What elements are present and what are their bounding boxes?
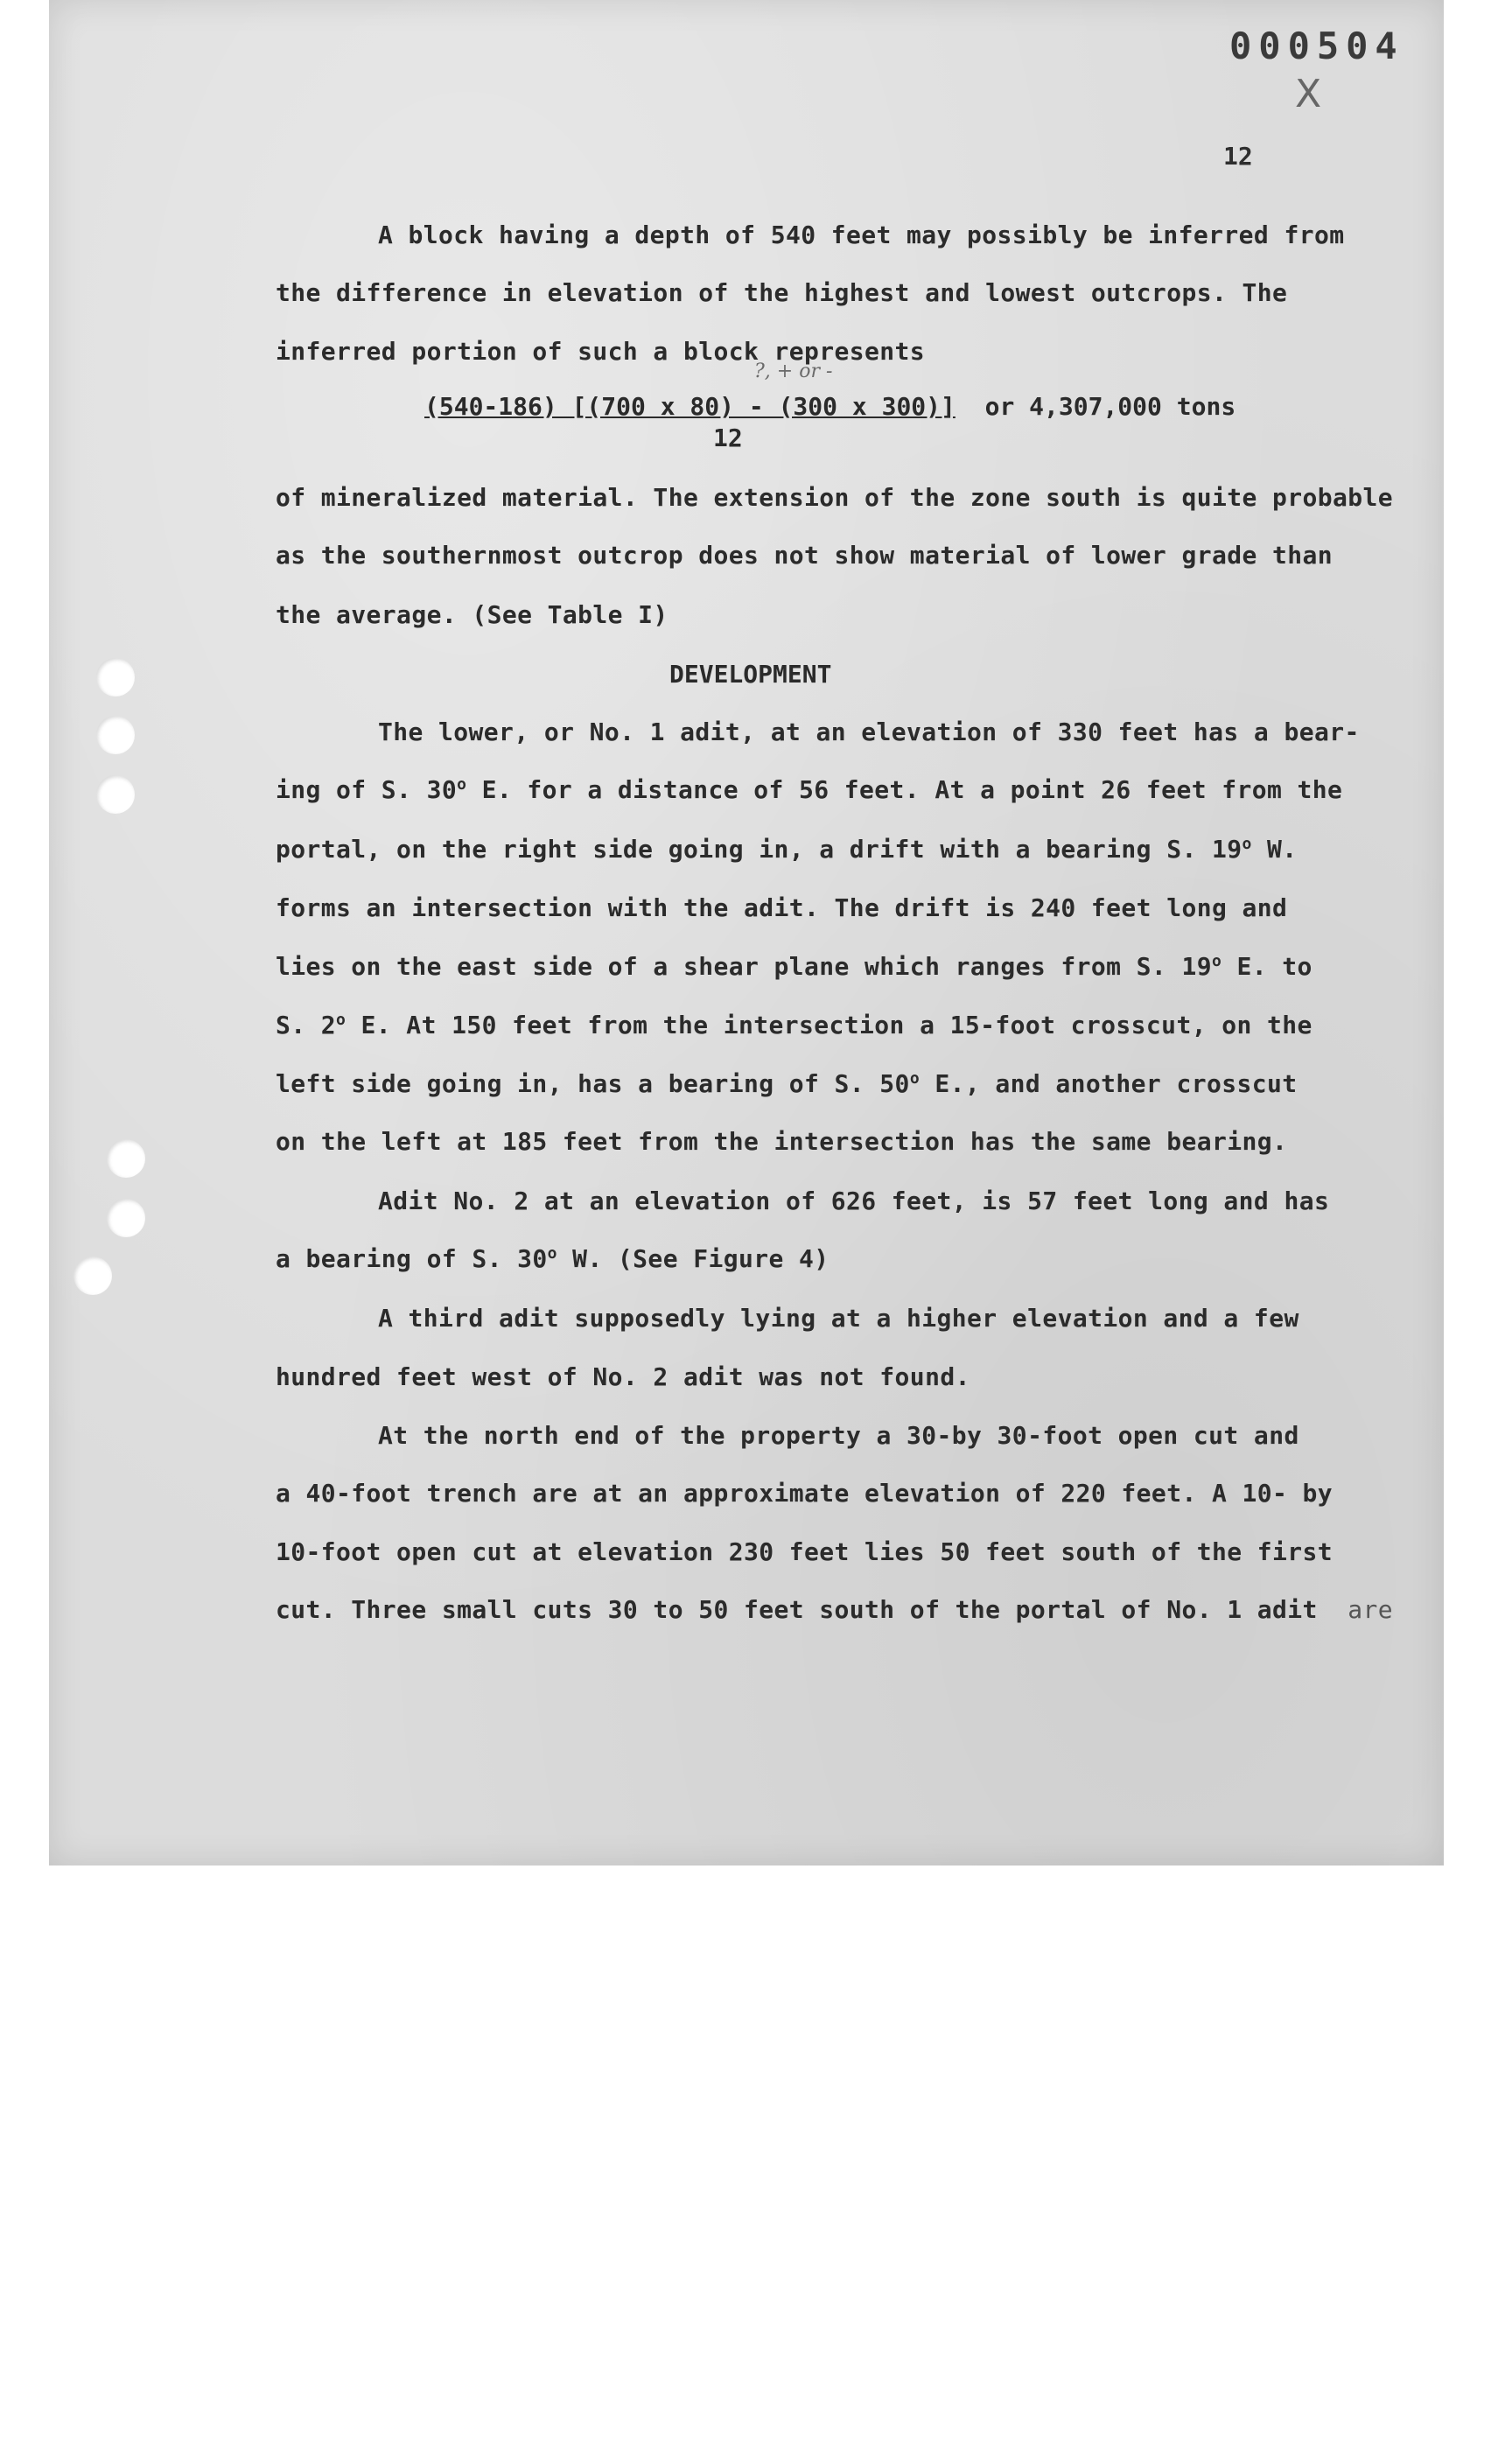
text-line: a bearing of S. 30$^o$ W. (See Figure 4)	[276, 1244, 830, 1273]
text-line: At the north end of the property a 30-by 30-foot open cut and	[378, 1421, 1299, 1450]
text-line: cut. Three small cuts 30 to 50 feet south of the portal of No. 1 adit are	[276, 1595, 1394, 1624]
text-line: inferred portion of such a block represents	[276, 337, 926, 366]
punch-hole	[74, 1256, 112, 1295]
text-line: A third adit supposedly lying at a higher elevation and a few	[378, 1304, 1299, 1333]
text-line: Adit No. 2 at an elevation of 626 feet, is 57 feet long and has	[378, 1186, 1330, 1215]
text-line: S. 2$^o$ E. At 150 feet from the intersection a 15-foot crosscut, on the	[276, 1011, 1312, 1040]
text-line: a 40-foot trench are at an approximate elevation of 220 feet. A 10- by	[276, 1479, 1334, 1508]
section-heading: DEVELOPMENT	[669, 660, 832, 689]
punch-hole	[107, 1139, 145, 1178]
trailing-word: are	[1348, 1595, 1394, 1624]
handwritten-annotation: ?, + or -	[754, 360, 833, 382]
page-number: 12	[1223, 142, 1253, 171]
punch-hole	[107, 1199, 145, 1237]
text-line: the average. (See Table I)	[276, 600, 668, 629]
text-line: ing of S. 30$^o$ E. for a distance of 56 feet. At a point 26 feet from the	[276, 775, 1343, 804]
document-stamp-number: 000504	[1229, 24, 1404, 67]
text-line: of mineralized material. The extension of the zone south is quite probable	[276, 483, 1394, 512]
text-line: 10-foot open cut at elevation 230 feet lies 50 feet south of the first	[276, 1537, 1334, 1566]
punch-hole	[96, 658, 135, 696]
punch-hole	[96, 716, 135, 754]
text-line: The lower, or No. 1 adit, at an elevation of 330 feet has a bear-	[378, 718, 1360, 746]
formula-numerator: (540-186) [(700 x 80) - (300 x 300)]	[424, 392, 956, 421]
punch-hole	[96, 775, 135, 814]
text-line: left side going in, has a bearing of S. 50$^o$ E., and another crosscut	[276, 1069, 1298, 1098]
text-line: forms an intersection with the adit. The drift is 240 feet long and	[276, 893, 1288, 922]
text-line: A block having a depth of 540 feet may possibly be inferred from	[378, 220, 1345, 249]
handwritten-x-mark: X	[1295, 72, 1322, 116]
text-line: lies on the east side of a shear plane which ranges from S. 19$^o$ E. to	[276, 952, 1312, 981]
formula-result: or 4,307,000 tons	[984, 392, 1236, 421]
text-line: portal, on the right side going in, a drift with a bearing S. 19$^o$ W.	[276, 835, 1298, 864]
formula-denominator: 12	[713, 424, 743, 452]
text-line: the difference in elevation of the highest and lowest outcrops. The	[276, 278, 1288, 307]
text-line: as the southernmost outcrop does not show material of lower grade than	[276, 541, 1334, 570]
text-line: hundred feet west of No. 2 adit was not found.	[276, 1362, 970, 1391]
formula	[424, 392, 1236, 421]
text-line: on the left at 185 feet from the intersection has the same bearing.	[276, 1127, 1288, 1156]
